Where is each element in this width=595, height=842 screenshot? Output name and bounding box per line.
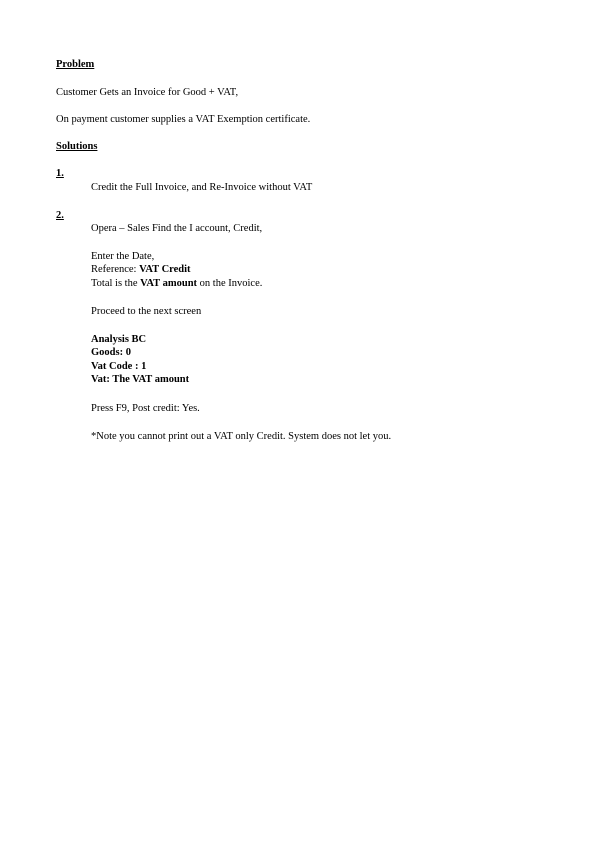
problem-line-1: Customer Gets an Invoice for Good + VAT, xyxy=(56,87,239,98)
enter-date-line: Enter the Date, xyxy=(91,251,155,262)
total-prefix: Total is the xyxy=(91,278,141,289)
total-line xyxy=(91,277,262,290)
vat-line xyxy=(91,373,189,386)
solution-1-text: Credit the Full Invoice, and Re-Invoice without VAT xyxy=(91,182,313,193)
reference-value: VAT Credit xyxy=(139,264,191,275)
proceed-line: Proceed to the next screen xyxy=(91,306,202,317)
vat-value: The VAT amount xyxy=(112,374,190,385)
reference-label: Reference: xyxy=(91,264,140,275)
problem-line-2: On payment customer supplies a VAT Exemption certificate. xyxy=(56,114,311,125)
total-bold: VAT amount xyxy=(140,278,198,289)
solutions-heading: Solutions xyxy=(56,141,98,152)
total-suffix: on the Invoice. xyxy=(197,278,263,289)
problem-heading: Problem xyxy=(56,59,95,70)
press-f9-line: Press F9, Post credit: Yes. xyxy=(91,403,200,414)
note-line: *Note you cannot print out a VAT only Credit. System does not let you. xyxy=(91,431,392,442)
vat-label: Vat: xyxy=(91,374,113,385)
analysis-line: Analysis BC xyxy=(91,334,147,345)
reference-line xyxy=(91,263,191,276)
solution-2-number: 2. xyxy=(56,210,64,221)
vat-code-line: Vat Code : 1 xyxy=(91,361,147,372)
solution-1-number: 1. xyxy=(56,168,64,179)
solution-2-intro: Opera – Sales Find the I account, Credit, xyxy=(91,223,263,234)
goods-line: Goods: 0 xyxy=(91,347,131,358)
